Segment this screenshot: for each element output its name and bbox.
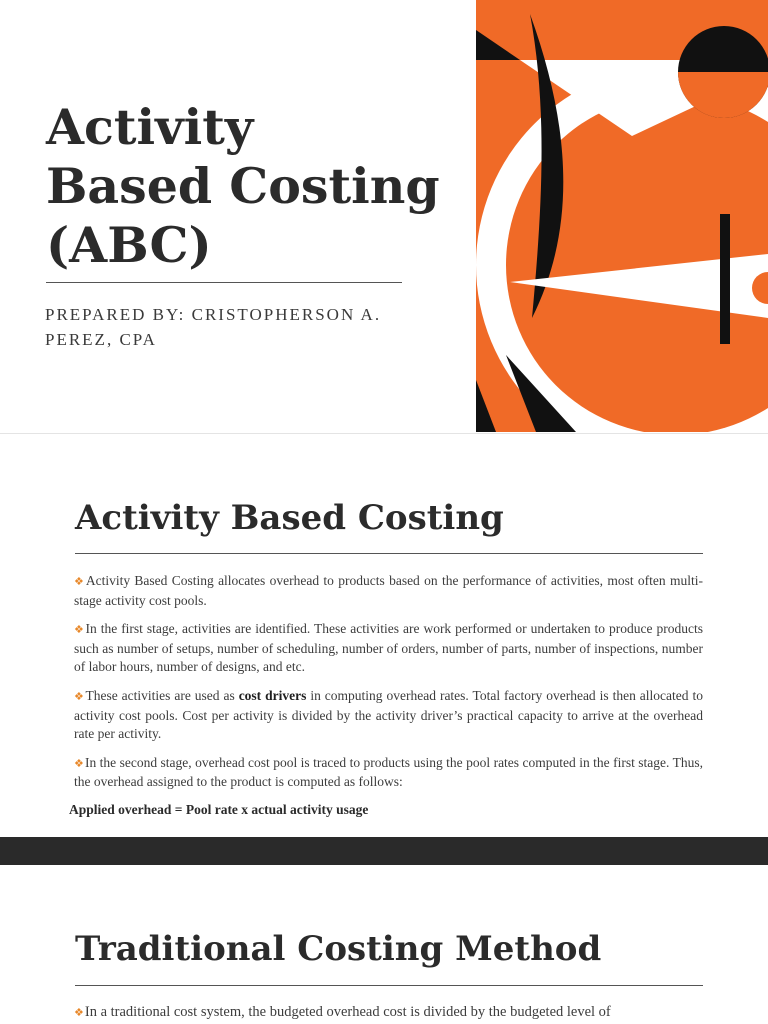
list-item	[74, 687, 703, 744]
formula: Applied overhead = Pool rate x actual activity usage	[69, 802, 369, 817]
title-line: Based Costing	[46, 157, 440, 215]
title-line: (ABC)	[46, 216, 212, 274]
presenter-subtitle: PREPARED BY: CRISTOPHERSON A. PEREZ, CPA	[45, 305, 382, 349]
bullet-list	[74, 572, 703, 802]
bullet-text: In a traditional cost system, the budgeted overhead cost is divided by the budgeted level of	[84, 1004, 611, 1020]
bullet-text: These activities are used as	[85, 687, 239, 703]
title-slide	[0, 0, 768, 432]
bullet-text: in computing overhead rates. Total factory overhead is then allocated to activity cost pools. Cost per activity is divided by the activity driver’s practical capacity to arrive at the overhead rate per activity.	[74, 687, 703, 742]
bullet-text: In the second stage, overhead cost pool is traced to products using the pool rates computed in the first stage. Thus, the overhead assigned to the product is computed as follows:	[74, 754, 703, 790]
slide-separator	[0, 837, 768, 865]
list-item	[74, 620, 703, 677]
list-item	[74, 1003, 703, 1023]
diamond-bullet-icon: ❖	[74, 757, 84, 770]
title-divider	[46, 282, 402, 283]
heading-divider	[75, 553, 703, 554]
bullet-list	[74, 1003, 703, 1024]
heading-divider	[75, 985, 703, 986]
bullet-text: In the first stage, activities are identified. These activities are work performed or undertaken to produce products such as number of setups, number of scheduling, number of orders, number of parts, number of inspections, number of labor hours, number of designs, and etc.	[74, 621, 703, 675]
abstract-geometric-artwork	[476, 0, 768, 432]
slide-heading: Activity Based Costing	[75, 498, 504, 538]
list-item	[74, 754, 703, 792]
title-line: Activity	[46, 98, 254, 156]
bold-term: cost drivers	[238, 687, 307, 703]
abc-slide	[0, 433, 768, 838]
diamond-bullet-icon: ❖	[74, 1007, 84, 1019]
slide-heading: Traditional Costing Method	[75, 929, 602, 969]
presentation-title	[46, 98, 446, 275]
list-item	[74, 572, 703, 610]
bullet-text: Activity Based Costing allocates overhead to products based on the performance of activities, most often multi-stage activity cost pools.	[74, 573, 703, 608]
diamond-bullet-icon: ❖	[74, 690, 85, 703]
diamond-bullet-icon: ❖	[74, 576, 85, 588]
traditional-costing-slide	[0, 865, 768, 1024]
diamond-bullet-icon: ❖	[74, 624, 85, 637]
